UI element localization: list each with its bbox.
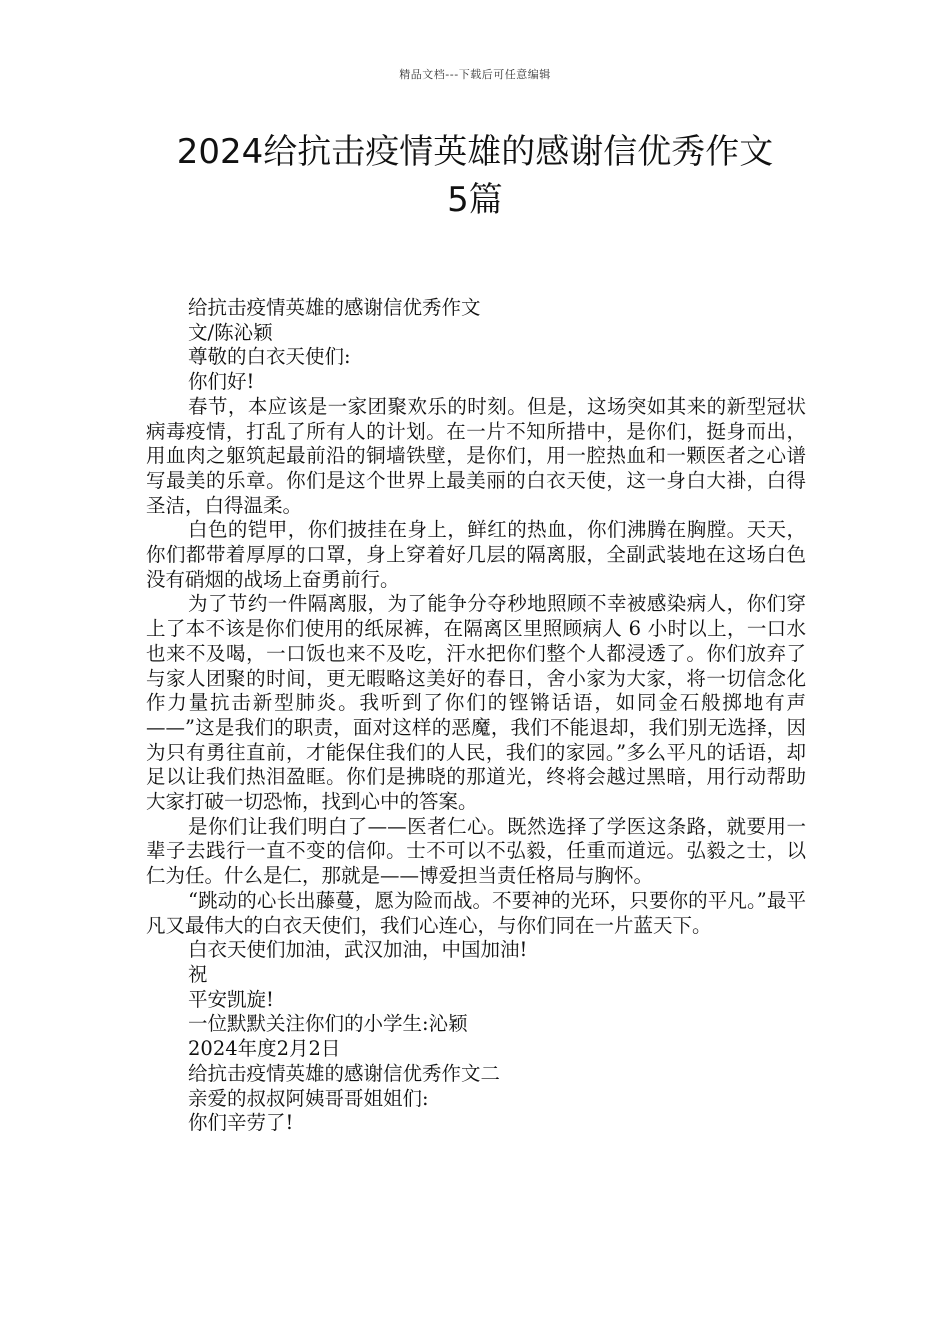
paragraph-body: “跳动的心长出藤蔓，愿为险而战。不要神的光环，只要你的平凡。”最平凡又最伟大的白衣天使们，我们心连心，与你们同在一片蓝天下。 bbox=[146, 888, 806, 937]
page-header: 精品文档---下载后可任意编辑 bbox=[399, 68, 551, 81]
paragraph-closing-wish: 平安凯旋! bbox=[188, 987, 274, 1011]
paragraph-cheer: 白衣天使们加油，武汉加油，中国加油! bbox=[188, 938, 528, 962]
paragraph-date: 2024年度2月2日 bbox=[188, 1037, 341, 1061]
document-body bbox=[146, 296, 806, 1136]
document-title-line-2: 5篇 bbox=[447, 180, 503, 220]
paragraph-greeting: 你们辛劳了! bbox=[188, 1111, 294, 1135]
paragraph-body: 春节，本应该是一家团聚欢乐的时刻。但是，这场突如其来的新型冠状病毒疫情，打乱了所有人的计划。在一片不知所措中，是你们，挺身而出，用血肉之躯筑起最前沿的铜墙铁壁，是你们，用一腔热血和一颗医者之心谱写最美的乐章。你们是这个世界上最美丽的白衣天使，这一身白大褂，白得圣洁，白得温柔。 bbox=[146, 394, 806, 517]
paragraph-signature: 一位默默关注你们的小学生:沁颖 bbox=[188, 1012, 468, 1036]
paragraph-subtitle: 给抗击疫情英雄的感谢信优秀作文 bbox=[188, 296, 481, 319]
paragraph-section-title: 给抗击疫情英雄的感谢信优秀作文二 bbox=[188, 1061, 501, 1085]
paragraph-body: 是你们让我们明白了——医者仁心。既然选择了学医这条路，就要用一辈子去践行一直不变的信仰。士不可以不弘毅，任重而道远。弘毅之士，以仁为任。什么是仁，那就是——博爱担当责任格局与胸怀。 bbox=[146, 814, 806, 888]
paragraph-author: 文/陈沁颖 bbox=[188, 320, 273, 344]
paragraph-greeting: 你们好! bbox=[188, 370, 255, 394]
paragraph-body: 为了节约一件隔离服，为了能争分夺秒地照顾不幸被感染病人，你们穿上了本不该是你们使用的纸尿裤，在隔离区里照顾病人 6 小时以上，一口水也来不及喝，一口饭也来不及吃，汗水把你们整个人都浸透了。你们放弃了与家人团聚的时间，更无暇略这美好的春日，舍小家为大家，将一切信念化作力量抗击新型肺炎。我听到了你们的铿锵话语，如同金石般掷地有声——”这是我们的职责，面对这样的恶魔，我们不能退却，我们别无选择，因为只有勇往直前，才能保住我们的人民，我们的家园。”多么平凡的话语，却足以让我们热泪盈眶。你们是拂晓的那道光，终将会越过黑暗，用行动帮助大家打破一切恐怖，找到心中的答案。 bbox=[146, 592, 806, 814]
paragraph-salutation: 尊敬的白衣天使们: bbox=[188, 345, 351, 369]
paragraph-body: 白色的铠甲，你们披挂在身上，鲜红的热血，你们沸腾在胸膛。天天，你们都带着厚厚的口罩，身上穿着好几层的隔离服，全副武装地在这场白色没有硝烟的战场上奋勇前行。 bbox=[146, 518, 806, 591]
document-title-line-1: 2024给抗击疫情英雄的感谢信优秀作文 bbox=[176, 132, 774, 172]
paragraph-salutation: 亲爱的叔叔阿姨哥哥姐姐们: bbox=[188, 1086, 429, 1110]
paragraph-closing: 祝 bbox=[188, 962, 208, 986]
document-title bbox=[100, 128, 850, 224]
